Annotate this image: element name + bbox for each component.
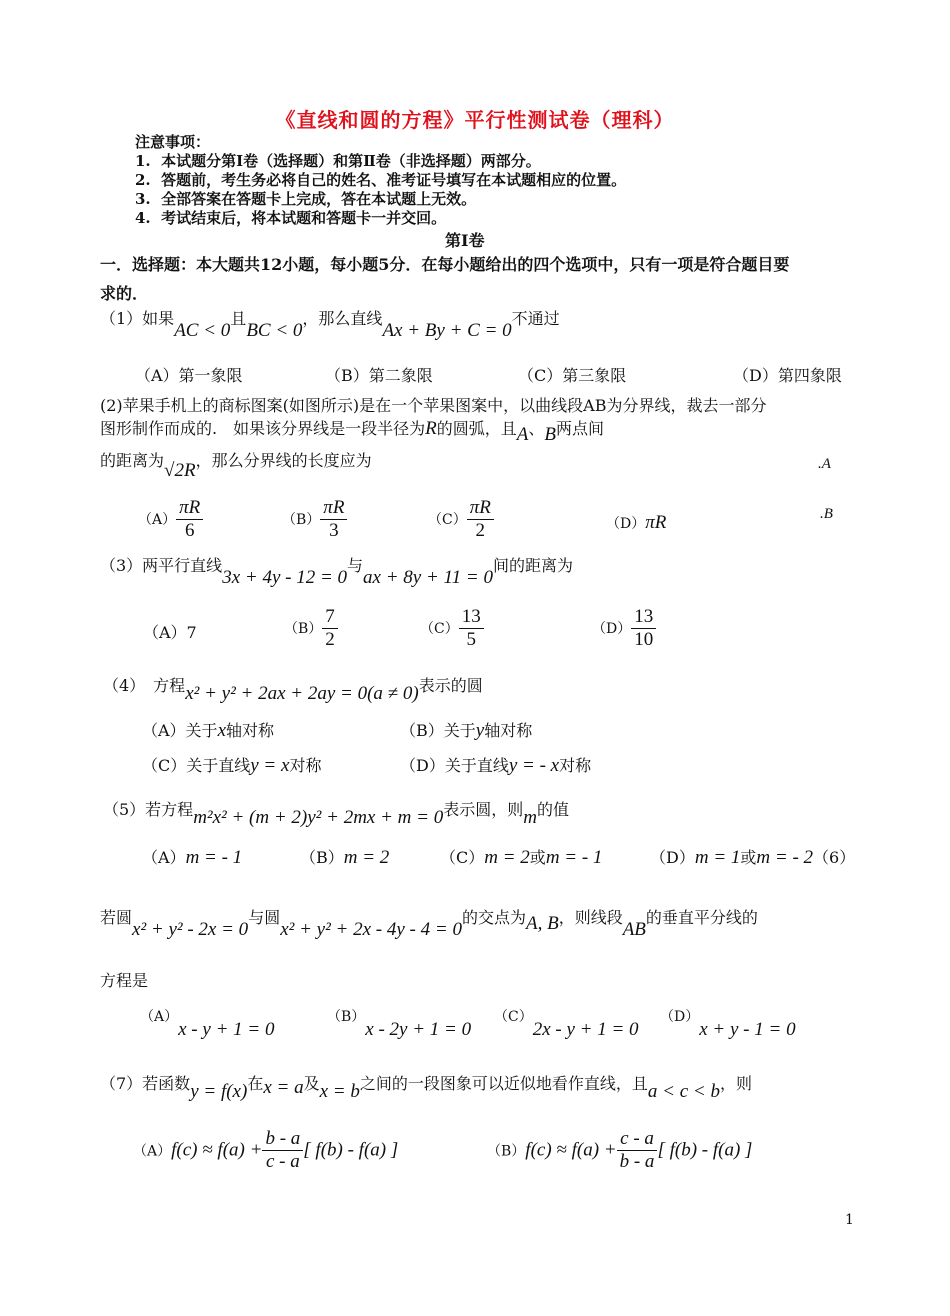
math: y [475, 720, 485, 741]
text: （C）关于直线 [142, 756, 251, 775]
fraction [262, 1128, 303, 1173]
text: 图形制作而成的. 如果该分界线是一段半径为 [100, 419, 426, 438]
text: （A）关于 [142, 721, 218, 740]
text: （5）若方程 [103, 800, 194, 819]
option-label: （A） [142, 848, 186, 867]
option-b [327, 1005, 472, 1040]
option-a [142, 718, 274, 742]
text: 、 [528, 419, 545, 438]
text: 轴对称 [484, 721, 533, 740]
option-label: （C） [428, 512, 467, 528]
math: x = a [263, 1077, 304, 1098]
numerator: 7 [322, 606, 338, 629]
fraction [467, 497, 494, 542]
option-a: （A）第一象限 [135, 366, 243, 385]
section-heading-line2: 求的． [100, 284, 149, 303]
numerator: b - a [262, 1128, 303, 1151]
text: 不通过 [511, 309, 560, 328]
math: Ax + By + C = 0 [382, 320, 512, 341]
option-label: （A） [140, 1009, 179, 1025]
math: m = 2 [343, 847, 390, 868]
option-b [282, 497, 347, 542]
math: AC < 0 [174, 320, 231, 341]
math: 3x + 4y - 12 = 0 [222, 567, 348, 588]
text: （3）两平行直线 [100, 556, 223, 575]
math: BC < 0 [246, 320, 303, 341]
text: （7）若函数 [100, 1074, 191, 1093]
math: [ f(b) - f(a) ] [303, 1139, 399, 1161]
numerator: πR [467, 497, 494, 520]
option-d [650, 845, 855, 869]
denominator: 2 [325, 629, 335, 650]
option-c: （C）第三象限 [518, 366, 627, 385]
math: x - 2y + 1 = 0 [365, 1019, 472, 1040]
denominator: 10 [634, 629, 654, 650]
text: 或 [529, 848, 546, 867]
denominator: 3 [329, 520, 339, 541]
math: AB [622, 919, 646, 940]
math: A [516, 424, 529, 445]
option-a [138, 497, 203, 542]
math: A, B [525, 913, 559, 934]
text: （1）如果 [100, 309, 175, 328]
math: m [523, 807, 537, 828]
option-a: （A）7 [143, 623, 197, 642]
question-1-stem [100, 306, 560, 341]
text: 之间的一段图象可以近似地看作直线，且 [359, 1074, 648, 1093]
option-label: （B） [300, 848, 344, 867]
notice-item: 3. 全部答案在答题卡上完成，答在本试题上无效。 [135, 190, 477, 208]
text: 的圆弧，且 [436, 419, 517, 438]
math: x - y + 1 = 0 [178, 1019, 275, 1040]
option-c [440, 845, 602, 869]
numerator: 13 [459, 606, 484, 629]
question-5-stem [103, 797, 569, 828]
option-b: （B）第二象限 [325, 366, 433, 385]
option-label: （B） [327, 1009, 366, 1025]
option-b [400, 718, 532, 742]
fraction [322, 606, 338, 651]
numerator: πR [320, 497, 347, 520]
text: 在 [247, 1074, 264, 1093]
option-label: （D） [660, 1009, 700, 1025]
option-d [606, 512, 666, 534]
numerator: πR [176, 497, 203, 520]
question-2-line1: (2)苹果手机上的商标图案(如图所示)是在一个苹果图案中，以曲线段AB为分界线，裁去一部分 [100, 396, 767, 415]
notice-heading: 注意事项： [135, 133, 211, 151]
math: x² + y² + 2ax + 2ay = 0(a ≠ 0) [185, 683, 419, 704]
question-3-stem [100, 553, 573, 588]
math: f(c) ≈ f(a) + [525, 1139, 617, 1161]
math: x² + y² + 2x - 4y - 4 = 0 [280, 919, 462, 940]
math: x + y - 1 = 0 [699, 1019, 796, 1040]
text: 两点间 [555, 419, 604, 438]
text: 若圆 [100, 908, 133, 927]
option-c [428, 497, 494, 542]
question-7-stem [100, 1071, 752, 1102]
figure-point-b: .B [820, 506, 833, 522]
question-6-line2: 方程是 [100, 971, 149, 990]
text: ，那么分界线的长度应为 [195, 451, 372, 470]
math: y = - x [508, 755, 560, 776]
option-c [494, 1005, 639, 1040]
text: 对称 [289, 756, 322, 775]
denominator: 6 [184, 520, 195, 541]
option-label: （C） [420, 621, 459, 637]
figure-point-a: .A [818, 456, 831, 472]
option-label: （D） [606, 516, 646, 532]
fraction [459, 606, 484, 651]
option-c [420, 606, 484, 651]
text: 的垂直平分线的 [645, 908, 758, 927]
denominator: 2 [475, 520, 486, 541]
math: 2x - y + 1 = 0 [532, 1019, 639, 1040]
option-label: （B） [487, 1143, 526, 1160]
page-title: 《直线和圆的方程》平行性测试卷（理科） [275, 108, 675, 132]
text: 或 [740, 848, 757, 867]
option-d [660, 1005, 796, 1040]
text: 表示的圆 [418, 676, 483, 695]
math: √2R [164, 460, 196, 481]
math: B [544, 424, 556, 445]
option-label: （D） [650, 848, 695, 867]
option-b [284, 606, 338, 651]
option-d [400, 753, 591, 777]
math: m²x² + (m + 2)y² + 2mx + m = 0 [193, 807, 444, 828]
text: 及 [303, 1074, 320, 1093]
notice-item: 1. 本试题分第Ⅰ卷（选择题）和第Ⅱ卷（非选择题）两部分。 [135, 152, 541, 170]
question-4-stem [103, 673, 483, 704]
text: （D）关于直线 [400, 756, 509, 775]
text: 的交点为 [461, 908, 526, 927]
question-2-line3 [100, 448, 372, 481]
section-heading-line1: 一．选择题：本大题共12小题，每小题5分．在每小题给出的四个选项中，只有一项是符合题目要 [100, 255, 790, 274]
text: 且 [230, 309, 247, 328]
volume-heading: 第Ⅰ卷 [445, 231, 485, 250]
math: a < c < b [647, 1081, 720, 1102]
math: m = - 1 [185, 847, 243, 868]
text: （4） 方程 [103, 676, 186, 695]
text: ，则 [719, 1074, 752, 1093]
option-a [140, 1005, 275, 1040]
denominator: 5 [466, 629, 476, 650]
math: y = f(x) [190, 1081, 248, 1102]
text: 间的距离为 [492, 556, 573, 575]
numerator: c - a [617, 1128, 657, 1151]
math: x = b [319, 1081, 360, 1102]
text: 的距离为 [100, 451, 165, 470]
text: 与 [347, 556, 364, 575]
text: 的值 [536, 800, 569, 819]
math: ax + 8y + 11 = 0 [363, 567, 493, 588]
fraction [617, 1128, 658, 1173]
math: f(c) ≈ f(a) + [171, 1139, 263, 1161]
text: （6） [813, 848, 856, 867]
text: 与圆 [248, 908, 281, 927]
text: 对称 [559, 756, 592, 775]
fraction [631, 606, 656, 651]
option-label: （D） [592, 621, 632, 637]
math: [ f(b) - f(a) ] [657, 1139, 753, 1161]
option-label: （B） [284, 621, 323, 637]
denominator: b - a [619, 1151, 655, 1172]
question-6-stem [100, 905, 758, 940]
notice-item: 4. 考试结束后，将本试题和答题卡一并交回。 [135, 209, 447, 227]
math: x [217, 720, 226, 741]
text: 表示圆，则 [443, 800, 524, 819]
option-d: （D）第四象限 [733, 366, 842, 385]
option-label: （C） [440, 848, 485, 867]
text: （B）关于 [400, 721, 476, 740]
text: ，则线段 [558, 908, 623, 927]
option-a [133, 1128, 398, 1173]
option-c [142, 753, 321, 777]
option-label: （C） [494, 1009, 533, 1025]
math: m = - 2 [756, 847, 814, 868]
option-label: （A） [138, 512, 177, 528]
math: R [425, 418, 437, 439]
math: x² + y² - 2x = 0 [132, 919, 249, 940]
text: ，那么直线 [302, 309, 383, 328]
math: y = x [250, 755, 290, 776]
option-a [142, 845, 242, 869]
math: m = 2 [484, 847, 530, 868]
option-b [487, 1128, 752, 1173]
denominator: c - a [265, 1151, 300, 1172]
math: m = 1 [694, 847, 741, 868]
numerator: 13 [631, 606, 656, 629]
text: 轴对称 [226, 721, 275, 740]
math: m = - 1 [545, 847, 603, 868]
question-2-line2 [100, 416, 604, 445]
fraction [176, 497, 203, 542]
notice-item: 2. 答题前，考生务必将自己的姓名、准考证号填写在本试题相应的位置。 [135, 171, 627, 189]
option-d [592, 606, 656, 651]
math: πR [645, 512, 667, 533]
option-label: （A） [133, 1143, 172, 1160]
option-b [300, 845, 389, 869]
page-number: 1 [845, 1212, 854, 1228]
option-label: （B） [282, 512, 321, 528]
fraction [320, 497, 347, 542]
